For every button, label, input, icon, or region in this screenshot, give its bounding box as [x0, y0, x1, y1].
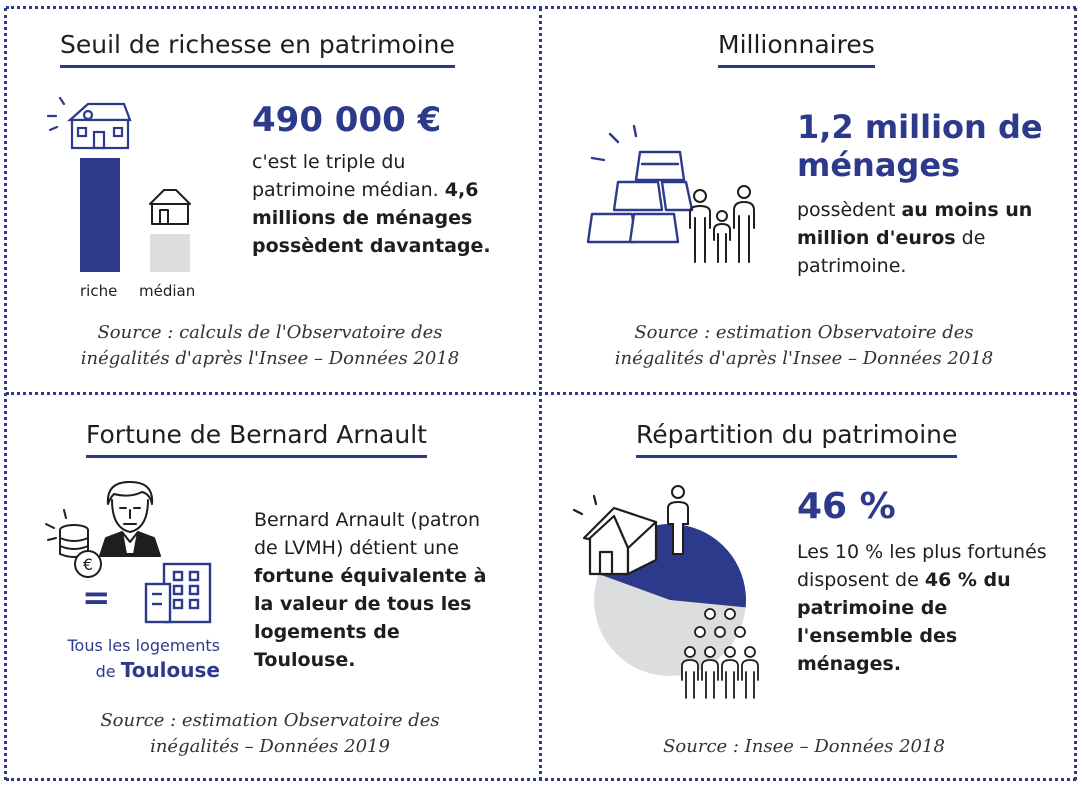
panel4-big-value: 46 % [797, 486, 896, 527]
house-icon [570, 494, 662, 576]
grid-divider-horizontal [6, 392, 1076, 395]
panel2-source-line1: Source : estimation Observatoire des [634, 322, 974, 343]
panel1-source [60, 320, 480, 372]
panel3-title: Fortune de Bernard Arnault [86, 420, 427, 458]
toulouse-caption-city: Toulouse [120, 658, 220, 682]
rich-person-icon [666, 484, 690, 556]
rich-bar [80, 158, 120, 272]
panel3-text-part1: Bernard Arnault (patron de LVMH) détient une [254, 509, 481, 559]
panel2-text-part2: de patrimoine. [797, 227, 986, 277]
panel2-text [797, 196, 1037, 280]
toulouse-caption-line2 [60, 658, 220, 684]
euro-symbol: € [82, 555, 94, 574]
panel3-text-bold: fortune équivalente à la valeur de tous les logements de Toulouse. [254, 565, 487, 671]
panel1-text [252, 148, 492, 260]
panel2-big-line1: 1,2 million de [797, 108, 1043, 146]
panel2-title: Millionnaires [718, 30, 875, 68]
panel2-big-value [797, 108, 1043, 184]
panel3-source [60, 708, 480, 760]
panel2-text-bold: au moins un million d'euros [797, 199, 1033, 249]
gold-bars-icon [582, 124, 700, 248]
toulouse-caption-line1: Tous les logements [67, 636, 220, 655]
panel4-text [797, 538, 1047, 678]
panel1-source-line1: Source : calculs de l'Observatoire des [97, 322, 443, 343]
label-median: médian [139, 282, 196, 300]
panel3-text [254, 506, 504, 674]
panel1-text-bold: 4,6 millions de ménages possèdent davantage. [252, 179, 491, 257]
panel1-source-line2: inégalités d'après l'Insee – Données 2018 [80, 348, 460, 369]
label-rich: riche [80, 282, 118, 300]
buildings-icon [142, 562, 214, 626]
panel4-title: Répartition du patrimoine [636, 420, 957, 458]
panel4-source: Source : Insee – Données 2018 [663, 736, 945, 757]
coins-euro-icon [44, 508, 114, 580]
panel3-source-line1: Source : estimation Observatoire des [100, 710, 440, 731]
panel1-big-value: 490 000 € [252, 100, 442, 140]
panel2-text-part1: possèdent [797, 199, 902, 221]
equals-sign: = [82, 578, 111, 618]
panel1-text-plain: c'est le triple du patrimoine médian. [252, 151, 439, 201]
toulouse-caption [60, 634, 220, 684]
panel2-source [594, 320, 1014, 372]
panel2-big-line2: ménages [797, 146, 961, 184]
median-bar [150, 234, 190, 272]
crowd-icon [678, 606, 764, 702]
panel4-text-bold: 46 % du patrimoine de l'ensemble des ménages. [797, 569, 1011, 675]
panel3-source-line2: inégalités – Données 2019 [150, 736, 390, 757]
rich-house-icon [44, 96, 134, 152]
panel4-text-part1: Les 10 % les plus fortunés disposent de [797, 541, 1047, 591]
family-icon [686, 184, 760, 266]
panel2-source-line2: inégalités d'après l'Insee – Données 2018 [614, 348, 994, 369]
panel1-title: Seuil de richesse en patrimoine [60, 30, 455, 68]
median-house-icon [146, 188, 194, 226]
toulouse-caption-prefix: de [95, 662, 121, 681]
